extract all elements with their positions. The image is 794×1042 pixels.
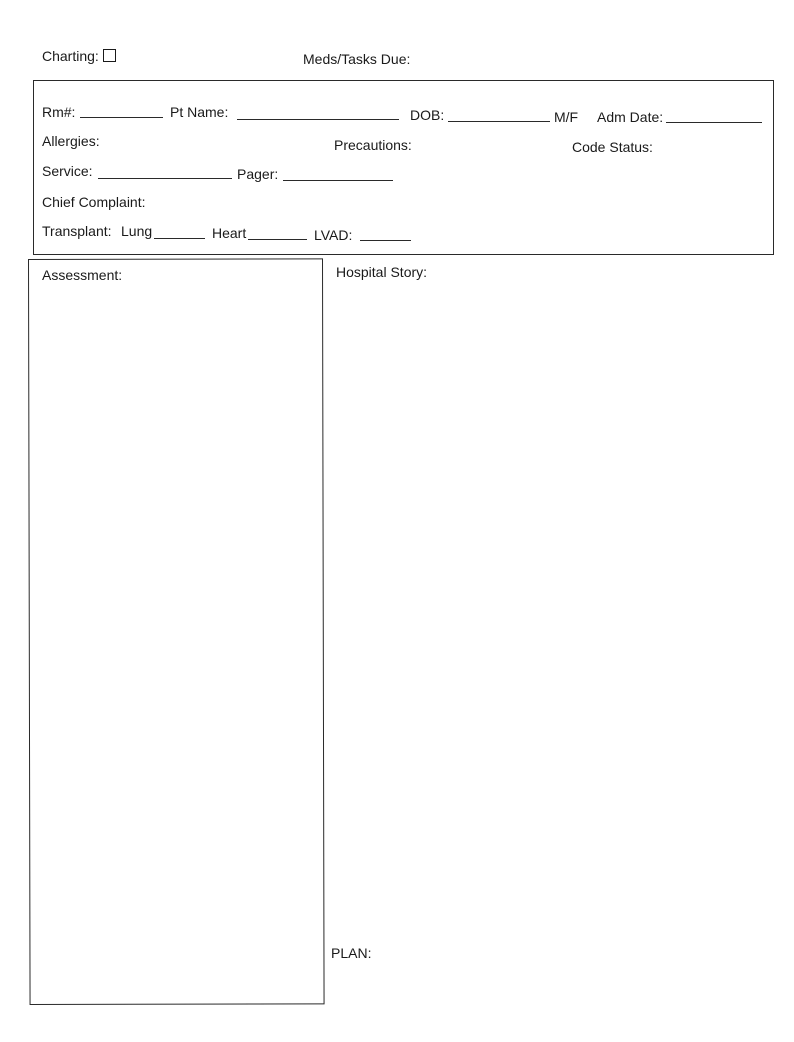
assessment-label: Assessment: (42, 267, 123, 283)
service-label: Service: (42, 163, 93, 179)
sex-label[interactable]: M/F (554, 109, 579, 125)
adm-date-label: Adm Date: (597, 109, 664, 125)
pager-label: Pager: (237, 166, 279, 182)
heart-blank[interactable] (248, 239, 307, 240)
precautions-label: Precautions: (334, 137, 412, 153)
pager-blank[interactable] (283, 180, 393, 181)
dob-blank[interactable] (448, 121, 550, 122)
lung-blank[interactable] (154, 238, 205, 239)
room-label: Rm#: (42, 104, 76, 120)
lung-label: Lung (121, 223, 153, 239)
code-status-label: Code Status: (572, 139, 653, 155)
transplant-label: Transplant: (42, 223, 112, 239)
pt-name-blank[interactable] (237, 119, 399, 120)
hospital-story-label: Hospital Story: (336, 264, 428, 280)
allergies-label: Allergies: (42, 133, 100, 149)
assessment-box[interactable] (28, 258, 325, 1005)
room-blank[interactable] (80, 117, 163, 118)
pt-name-label: Pt Name: (170, 104, 229, 120)
dob-label: DOB: (410, 107, 445, 123)
charting-label: Charting: (42, 48, 99, 64)
lvad-blank[interactable] (360, 240, 411, 241)
meds-tasks-label: Meds/Tasks Due: (303, 51, 411, 67)
chief-complaint-label: Chief Complaint: (42, 194, 146, 210)
adm-date-blank[interactable] (666, 122, 762, 123)
charting-field (42, 48, 116, 64)
lvad-label: LVAD: (314, 227, 353, 243)
charting-checkbox[interactable] (103, 49, 116, 62)
service-blank[interactable] (98, 178, 232, 179)
heart-label: Heart (212, 225, 247, 241)
plan-label: PLAN: (331, 945, 372, 961)
